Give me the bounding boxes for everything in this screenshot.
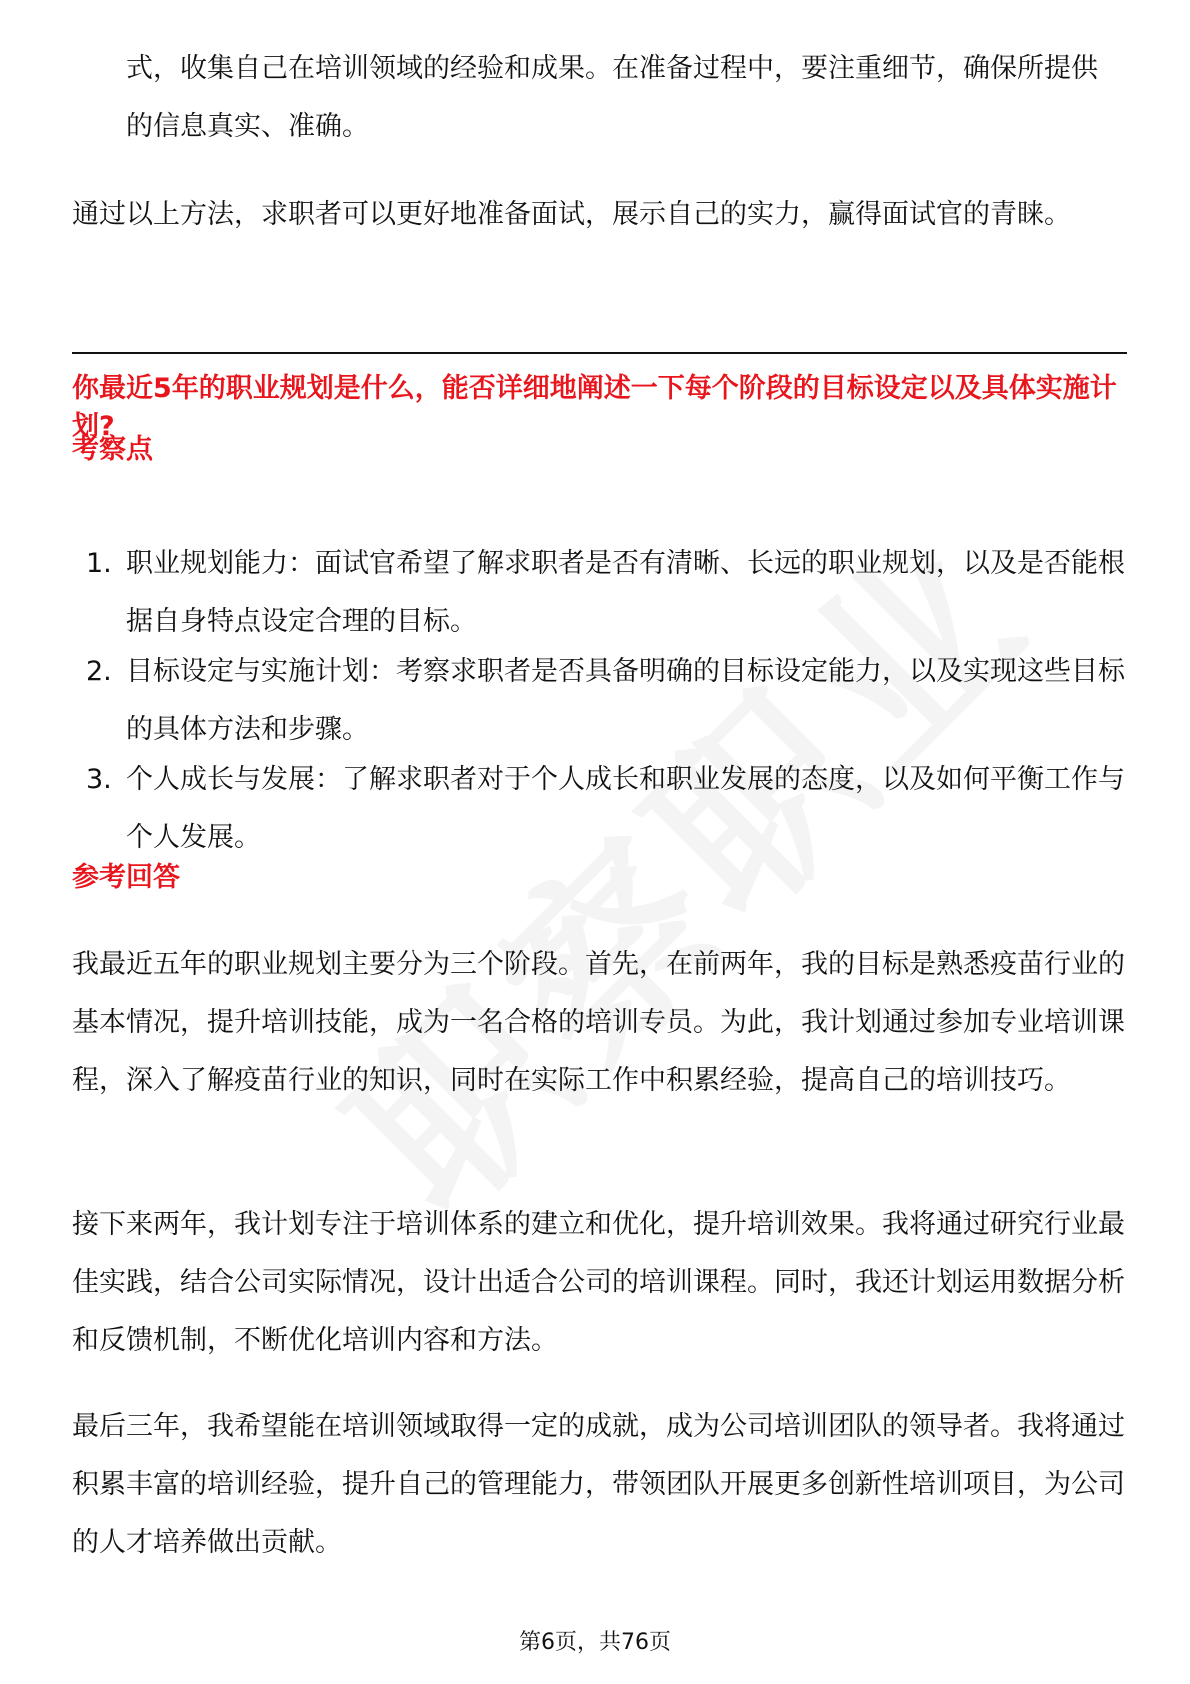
- list-item-number: 3.: [86, 764, 112, 795]
- list-item-number: 1.: [86, 548, 112, 579]
- list-item-text: 职业规划能力：面试官希望了解求职者是否有清晰、长远的职业规划，以及是否能根据自身特点设定合理的目标。: [126, 548, 1125, 637]
- question-heading: 你最近5年的职业规划是什么，能否详细地阐述一下每个阶段的目标设定以及具体实施计划?: [72, 373, 1117, 442]
- answer-paragraph: 我最近五年的职业规划主要分为三个阶段。首先，在前两年，我的目标是熟悉疫苗行业的基本情况，提升培训技能，成为一名合格的培训专员。为此，我计划通过参加专业培训课程，深入了解疫苗行业的知识，同时在实际工作中积累经验，提高自己的培训技巧。: [72, 949, 1125, 1096]
- list-item-text: 目标设定与实施计划：考察求职者是否具备明确的目标设定能力，以及实现这些目标的具体方法和步骤。: [126, 656, 1125, 745]
- summary-paragraph: 通过以上方法，求职者可以更好地准备面试，展示自己的实力，赢得面试官的青睐。: [72, 199, 1071, 230]
- list-item: [72, 535, 1127, 651]
- list-item: [72, 751, 1127, 867]
- section-divider: [72, 352, 1127, 354]
- answer-paragraph: 接下来两年，我计划专注于培训体系的建立和优化，提升培训效果。我将通过研究行业最佳实践，结合公司实际情况，设计出适合公司的培训课程。同时，我还计划运用数据分析和反馈机制，不断优化培训内容和方法。: [72, 1209, 1125, 1356]
- list-item: [72, 643, 1127, 759]
- answer-heading: 参考回答: [72, 862, 180, 893]
- points-heading: 考察点: [72, 434, 153, 465]
- continued-list-item: 式，收集自己在培训领域的经验和成果。在准备过程中，要注重细节，确保所提供的信息真实、准确。: [126, 53, 1098, 142]
- list-item-text: 个人成长与发展：了解求职者对于个人成长和职业发展的态度，以及如何平衡工作与个人发展。: [126, 764, 1125, 853]
- points-list: [72, 535, 1127, 867]
- page-number-footer: 第6页，共76页: [519, 1630, 671, 1655]
- answer-paragraph: 最后三年，我希望能在培训领域取得一定的成就，成为公司培训团队的领导者。我将通过积累丰富的培训经验，提升自己的管理能力，带领团队开展更多创新性培训项目，为公司的人才培养做出贡献。: [72, 1411, 1125, 1558]
- list-item-number: 2.: [86, 656, 112, 687]
